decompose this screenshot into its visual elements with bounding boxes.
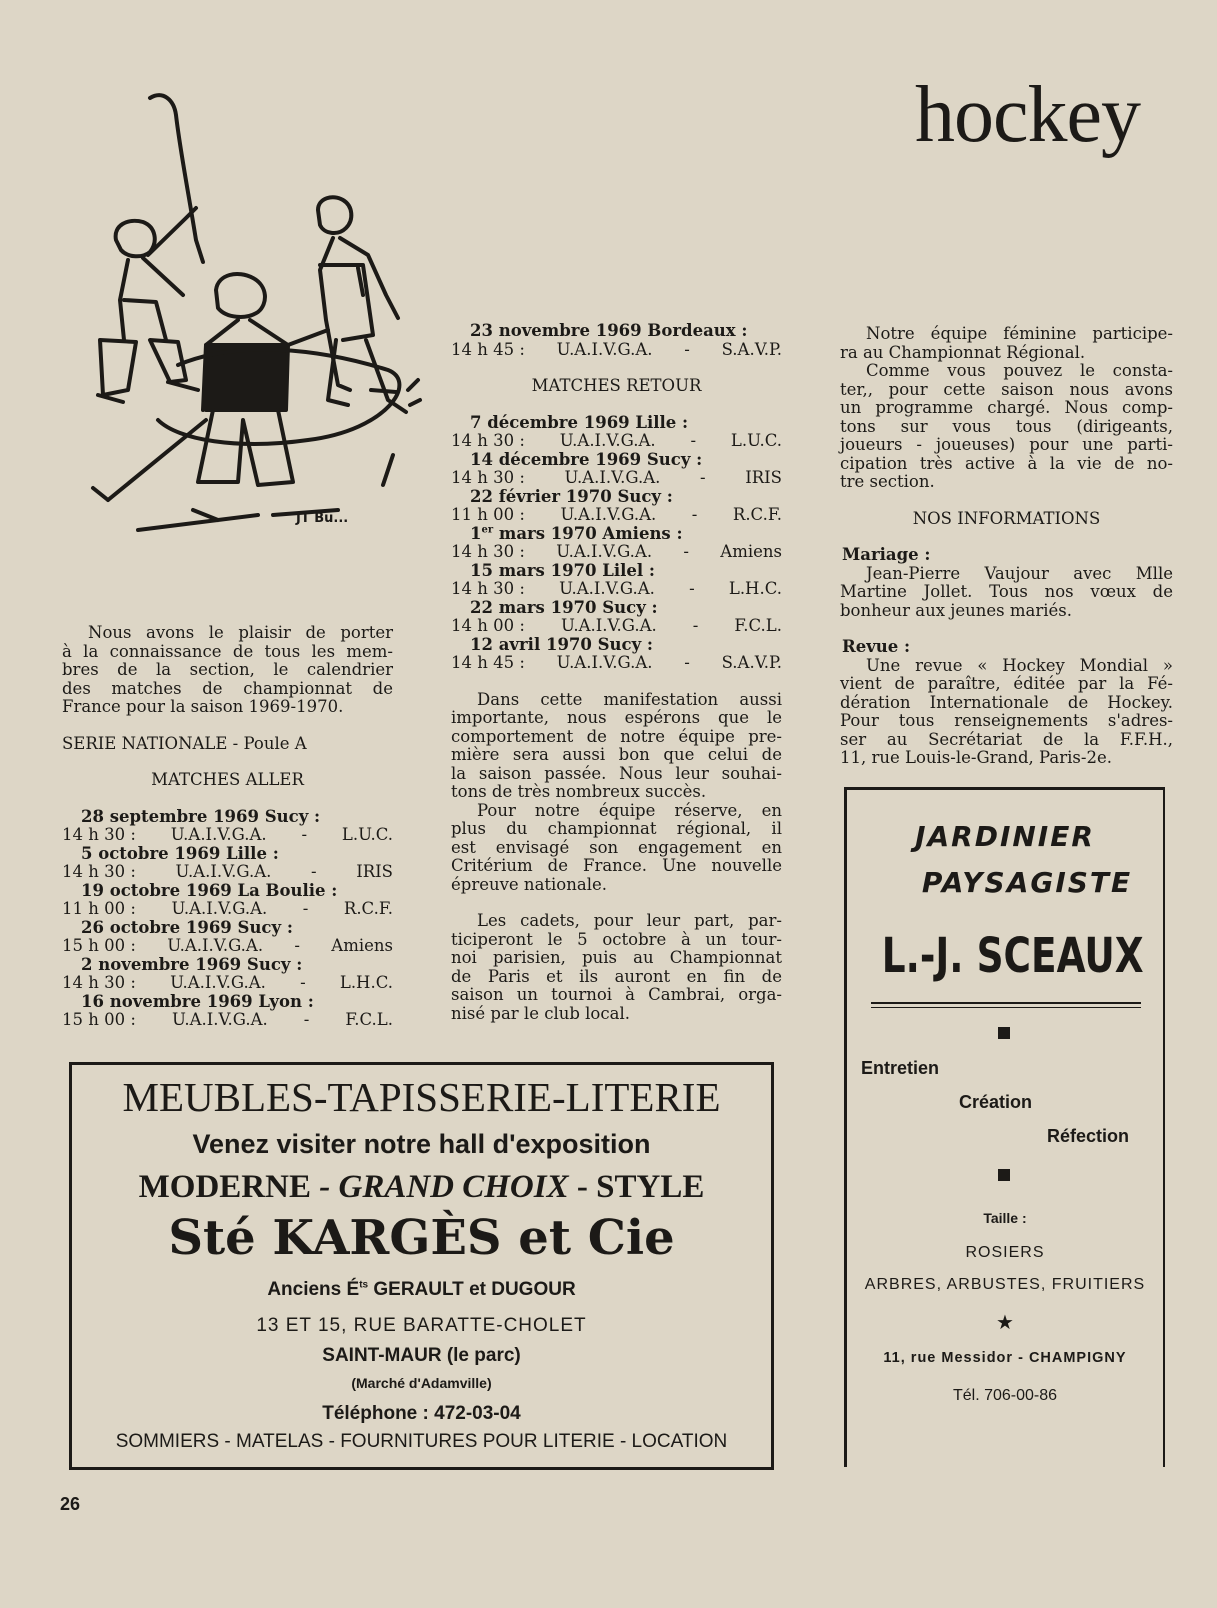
- text-line: Comme vous pouvez le consta-: [866, 361, 1173, 380]
- commentary-paragraph: [451, 912, 782, 1023]
- match-date: [451, 525, 782, 544]
- ad-city: SAINT-MAUR (le parc): [322, 1345, 521, 1366]
- date-day: 1: [470, 523, 482, 543]
- text-line: plus du championnat régional, il: [451, 819, 782, 838]
- text-line: noi parisien, puis au Championnat: [451, 948, 782, 967]
- ad-entretien: Entretien: [861, 1058, 940, 1078]
- ad-invitation: Venez visiter notre hall d'exposition: [192, 1129, 651, 1159]
- ad-product-list: SOMMIERS - MATELAS - FOURNITURES POUR LITERIE - LOCATION: [115, 1431, 728, 1452]
- match-line: [451, 341, 782, 360]
- feminine-team-paragraph: [840, 325, 1173, 362]
- match-time: 14 h 30 :: [62, 973, 136, 992]
- text-line: tons sur vous tous (dirigeants,: [840, 416, 1173, 436]
- match-teams: U.A.I.V.G.A.: [175, 862, 272, 881]
- match-opponent: IRIS: [745, 468, 782, 487]
- match-sep: -: [303, 1010, 310, 1029]
- match-date: 19 octobre 1969 La Boulie :: [81, 880, 338, 900]
- match-teams: U.A.I.V.G.A.: [556, 653, 653, 672]
- match-time: 11 h 00 :: [451, 505, 525, 524]
- match-opponent: S.A.V.P.: [721, 339, 782, 359]
- ad-taille: Taille :: [983, 1210, 1027, 1226]
- match-line: [451, 432, 782, 451]
- text-line: de Paris et ils auront en fin de: [451, 966, 782, 986]
- meubles-advertisement: [69, 1062, 774, 1470]
- match-teams: U.A.I.V.G.A.: [170, 973, 266, 992]
- ad-headline: MEUBLES-TAPISSERIE-LITERIE: [122, 1074, 721, 1120]
- match-date: 5 octobre 1969 Lille :: [81, 843, 279, 863]
- match-date: 2 novembre 1969 Sucy :: [81, 954, 303, 974]
- ad-arbres: ARBRES, ARBUSTES, FRUITIERS: [864, 1276, 1146, 1293]
- match-opponent: R.C.F.: [732, 505, 782, 524]
- date-ordinal: er: [481, 524, 494, 535]
- ad-market: (Marché d'Adamville): [351, 1375, 492, 1391]
- text-line: Notre équipe féminine participe-: [866, 324, 1173, 343]
- match-line: [62, 900, 393, 919]
- match-date: 14 décembre 1969 Sucy :: [470, 449, 703, 469]
- intro-line: à la connaissance de tous les mem-: [62, 641, 393, 661]
- ad-rosiers: ROSIERS: [965, 1244, 1045, 1261]
- match-teams: U.A.I.V.G.A.: [167, 936, 264, 955]
- match-sep: -: [301, 825, 308, 844]
- text-line: Martine Jollet. Tous nos vœux de: [840, 582, 1173, 601]
- intro-line: bres de la section, le calendrier: [62, 660, 393, 679]
- ad-business-name: L.-J. SCEAUX: [881, 928, 1144, 984]
- mariage-label: Mariage :: [842, 545, 931, 564]
- text-line: nisé par le club local.: [451, 1003, 630, 1023]
- match-teams: U.A.I.V.G.A.: [170, 825, 267, 844]
- date-rest: mars 1970 Amiens :: [493, 523, 683, 543]
- match-time: 14 h 30 :: [451, 468, 525, 487]
- match-date: 7 décembre 1969 Lille :: [470, 412, 689, 432]
- matches-retour-heading: MATCHES RETOUR: [531, 376, 702, 395]
- text-line: cipation très active à la vie de no-: [840, 453, 1173, 473]
- page-title: hockey: [915, 71, 1141, 159]
- match-date: 28 septembre 1969 Sucy :: [81, 806, 321, 826]
- text-line: dération Internationale de Hockey.: [840, 692, 1173, 712]
- match-opponent: F.C.L.: [345, 1010, 393, 1029]
- sceaux-advertisement: [844, 787, 1165, 1467]
- match-date: 22 mars 1970 Sucy :: [470, 597, 658, 617]
- match-sep: -: [683, 542, 689, 561]
- match-teams: U.A.I.V.G.A.: [556, 339, 653, 359]
- match-sep: -: [692, 616, 699, 635]
- match-teams: U.A.I.V.G.A.: [559, 579, 655, 598]
- ad-address: 11, rue Messidor - CHAMPIGNY: [883, 1350, 1127, 1366]
- serie-heading: SERIE NATIONALE - Poule A: [62, 733, 307, 753]
- ad-former-names: [72, 1279, 771, 1301]
- text-line: ticiperont le 5 octobre à un tour-: [451, 929, 782, 949]
- hockey-players-illustration: [88, 90, 428, 545]
- mariage-paragraph: [840, 565, 1173, 621]
- match-time: 14 h 30 :: [451, 431, 525, 450]
- text-line: comportement de notre équipe pre-: [451, 726, 782, 746]
- revue-paragraph: [840, 657, 1173, 768]
- schedule-column: [451, 322, 782, 1023]
- intro-column: [62, 624, 393, 1030]
- text-line: tre section.: [840, 472, 935, 491]
- match-line: [62, 826, 393, 845]
- intro-paragraph: [62, 624, 393, 717]
- informations-heading: NOS INFORMATIONS: [912, 508, 1101, 528]
- match-sep: -: [302, 899, 309, 918]
- match-teams: U.A.I.V.G.A.: [556, 542, 653, 561]
- page-number: 26: [60, 1494, 81, 1514]
- ad-divider: [871, 1002, 1141, 1008]
- match-sep: -: [691, 505, 698, 524]
- bullet-square-icon: [998, 1027, 1010, 1039]
- match-sep: -: [689, 579, 695, 598]
- text-line: tons de très nombreux succès.: [451, 782, 707, 801]
- intro-line: Nous avons le plaisir de porter: [88, 623, 393, 642]
- match-opponent: IRIS: [356, 862, 393, 881]
- match-time: 14 h 30 :: [62, 862, 136, 881]
- match-teams: U.A.I.V.G.A.: [171, 1010, 268, 1029]
- ad-style-style: STYLE: [596, 1169, 705, 1205]
- news-column: [840, 325, 1173, 768]
- match-line: [451, 617, 782, 636]
- match-date: 22 février 1970 Sucy :: [470, 486, 673, 506]
- match-time: 14 h 30 :: [451, 579, 525, 598]
- match-line: [451, 654, 782, 673]
- ad-styles: [72, 1169, 771, 1206]
- artist-signature: JT Bu...: [296, 511, 349, 526]
- text-line: mière sera aussi bon que celui de: [451, 745, 782, 764]
- match-opponent: L.U.C.: [341, 825, 393, 844]
- ad-text: Anciens É: [267, 1279, 360, 1300]
- match-date: 16 novembre 1969 Lyon :: [81, 991, 314, 1011]
- season-commentary: [451, 691, 782, 1024]
- ad-telephone: Téléphone : 472-03-04: [322, 1403, 521, 1424]
- ad-style-grand-choix: GRAND CHOIX: [338, 1169, 569, 1205]
- bullet-square-icon: [998, 1169, 1010, 1181]
- ad-tel: Tél. 706-00-86: [952, 1387, 1058, 1404]
- match-line: [451, 580, 782, 599]
- match-line: [451, 506, 782, 525]
- matches-aller-heading: MATCHES ALLER: [151, 770, 304, 789]
- match-opponent: L.H.C.: [339, 973, 393, 992]
- ad-separator: -: [568, 1169, 597, 1205]
- match-time: 14 h 30 :: [451, 542, 525, 561]
- match-sep: -: [690, 431, 697, 450]
- revue-label: Revue :: [842, 637, 911, 656]
- ad-refection: Réfection: [1047, 1126, 1130, 1146]
- match-sep: -: [300, 973, 306, 992]
- ad-street-address: 13 ET 15, RUE BARATTE-CHOLET: [256, 1315, 587, 1336]
- match-opponent: L.H.C.: [728, 579, 782, 598]
- match-time: 15 h 00 :: [62, 936, 136, 955]
- match-sep: -: [684, 339, 690, 359]
- match-line: [451, 469, 782, 488]
- text-line: Jean-Pierre Vaujour avec Mlle: [866, 563, 1173, 583]
- matches-aller-continued: [451, 322, 782, 359]
- text-line: épreuve nationale.: [451, 874, 607, 894]
- text-line: importante, nous espérons que le: [451, 708, 782, 727]
- match-sep: -: [294, 936, 300, 955]
- match-date: 23 novembre 1969 Bordeaux :: [470, 321, 748, 340]
- ad-style-moderne: MODERNE: [138, 1169, 311, 1205]
- match-sep: -: [700, 468, 706, 487]
- matches-aller-list: [62, 808, 393, 1030]
- match-teams: U.A.I.V.G.A.: [559, 431, 656, 450]
- match-opponent: Amiens: [331, 936, 393, 955]
- text-line: Une revue « Hockey Mondial »: [866, 655, 1173, 675]
- match-line: [62, 863, 393, 882]
- match-line: [62, 937, 393, 956]
- text-line: ser au Secrétariat de la F.F.H.,: [840, 729, 1173, 749]
- match-opponent: R.C.F.: [343, 899, 393, 918]
- match-line: [451, 543, 782, 562]
- text-line: ter,, pour cette saison nous avons: [840, 379, 1173, 399]
- match-line: [62, 1011, 393, 1030]
- match-date: 26 octobre 1969 Sucy :: [81, 917, 293, 937]
- match-opponent: S.A.V.P.: [721, 653, 782, 672]
- match-opponent: L.U.C.: [730, 431, 782, 450]
- programme-paragraph: [840, 362, 1173, 492]
- text-line: Pour notre équipe réserve, en: [477, 800, 782, 820]
- match-teams: U.A.I.V.G.A.: [171, 899, 268, 918]
- intro-line: France pour la saison 1969-1970.: [62, 697, 344, 716]
- text-line: Les cadets, pour leur part, par-: [477, 911, 782, 930]
- match-teams: U.A.I.V.G.A.: [560, 616, 657, 635]
- match-sep: -: [311, 862, 317, 881]
- matches-retour-list: [451, 414, 782, 673]
- match-time: 14 h 45 :: [451, 653, 525, 672]
- text-line: Dans cette manifestation aussi: [477, 689, 782, 709]
- match-date: 12 avril 1970 Sucy :: [470, 634, 654, 654]
- text-line: joueurs - joueuses) pour une parti-: [840, 435, 1173, 454]
- ad-separator: -: [310, 1169, 339, 1205]
- text-line: saison un tournoi à Cambrai, orga-: [451, 985, 782, 1004]
- text-line: vient de paraître, éditée par la Fé-: [840, 674, 1173, 693]
- ad-text: ts: [359, 1279, 369, 1291]
- ad-text: GERAULT et DUGOUR: [368, 1279, 576, 1300]
- ad-creation: Création: [959, 1092, 1033, 1112]
- text-line: la saison passée. Nous leur souhai-: [451, 763, 782, 783]
- match-opponent: F.C.L.: [734, 616, 782, 635]
- ad-paysagiste: PAYSAGISTE: [921, 866, 1133, 899]
- ad-jardinier: JARDINIER: [915, 820, 1095, 853]
- ad-company-name: Sté KARGÈS et Cie: [168, 1210, 675, 1266]
- text-line: un programme chargé. Nous comp-: [840, 398, 1173, 417]
- text-line: ra au Championnat Régional.: [840, 342, 1086, 362]
- match-time: 14 h 45 :: [451, 339, 525, 359]
- match-teams: U.A.I.V.G.A.: [564, 468, 661, 487]
- match-time: 14 h 00 :: [451, 616, 525, 635]
- text-line: 11, rue Louis-le-Grand, Paris-2e.: [840, 748, 1112, 767]
- star-icon: ★: [996, 1312, 1014, 1334]
- match-time: 14 h 30 :: [62, 825, 136, 844]
- match-teams: U.A.I.V.G.A.: [560, 505, 657, 524]
- match-opponent: Amiens: [720, 542, 782, 561]
- match-date: 15 mars 1970 Lilel :: [470, 560, 655, 580]
- text-line: Critérium de France. Une nouvelle: [451, 856, 782, 875]
- text-line: est envisagé son engagement en: [451, 837, 782, 857]
- text-line: Pour tous renseignements s'adres-: [840, 711, 1173, 730]
- commentary-paragraph: [451, 802, 782, 895]
- match-line: [62, 974, 393, 993]
- match-sep: -: [684, 653, 690, 672]
- commentary-paragraph: [451, 691, 782, 802]
- match-time: 11 h 00 :: [62, 899, 136, 918]
- intro-line: des matches de championnat de: [62, 678, 393, 698]
- match-time: 15 h 00 :: [62, 1010, 136, 1029]
- text-line: bonheur aux jeunes mariés.: [840, 600, 1073, 620]
